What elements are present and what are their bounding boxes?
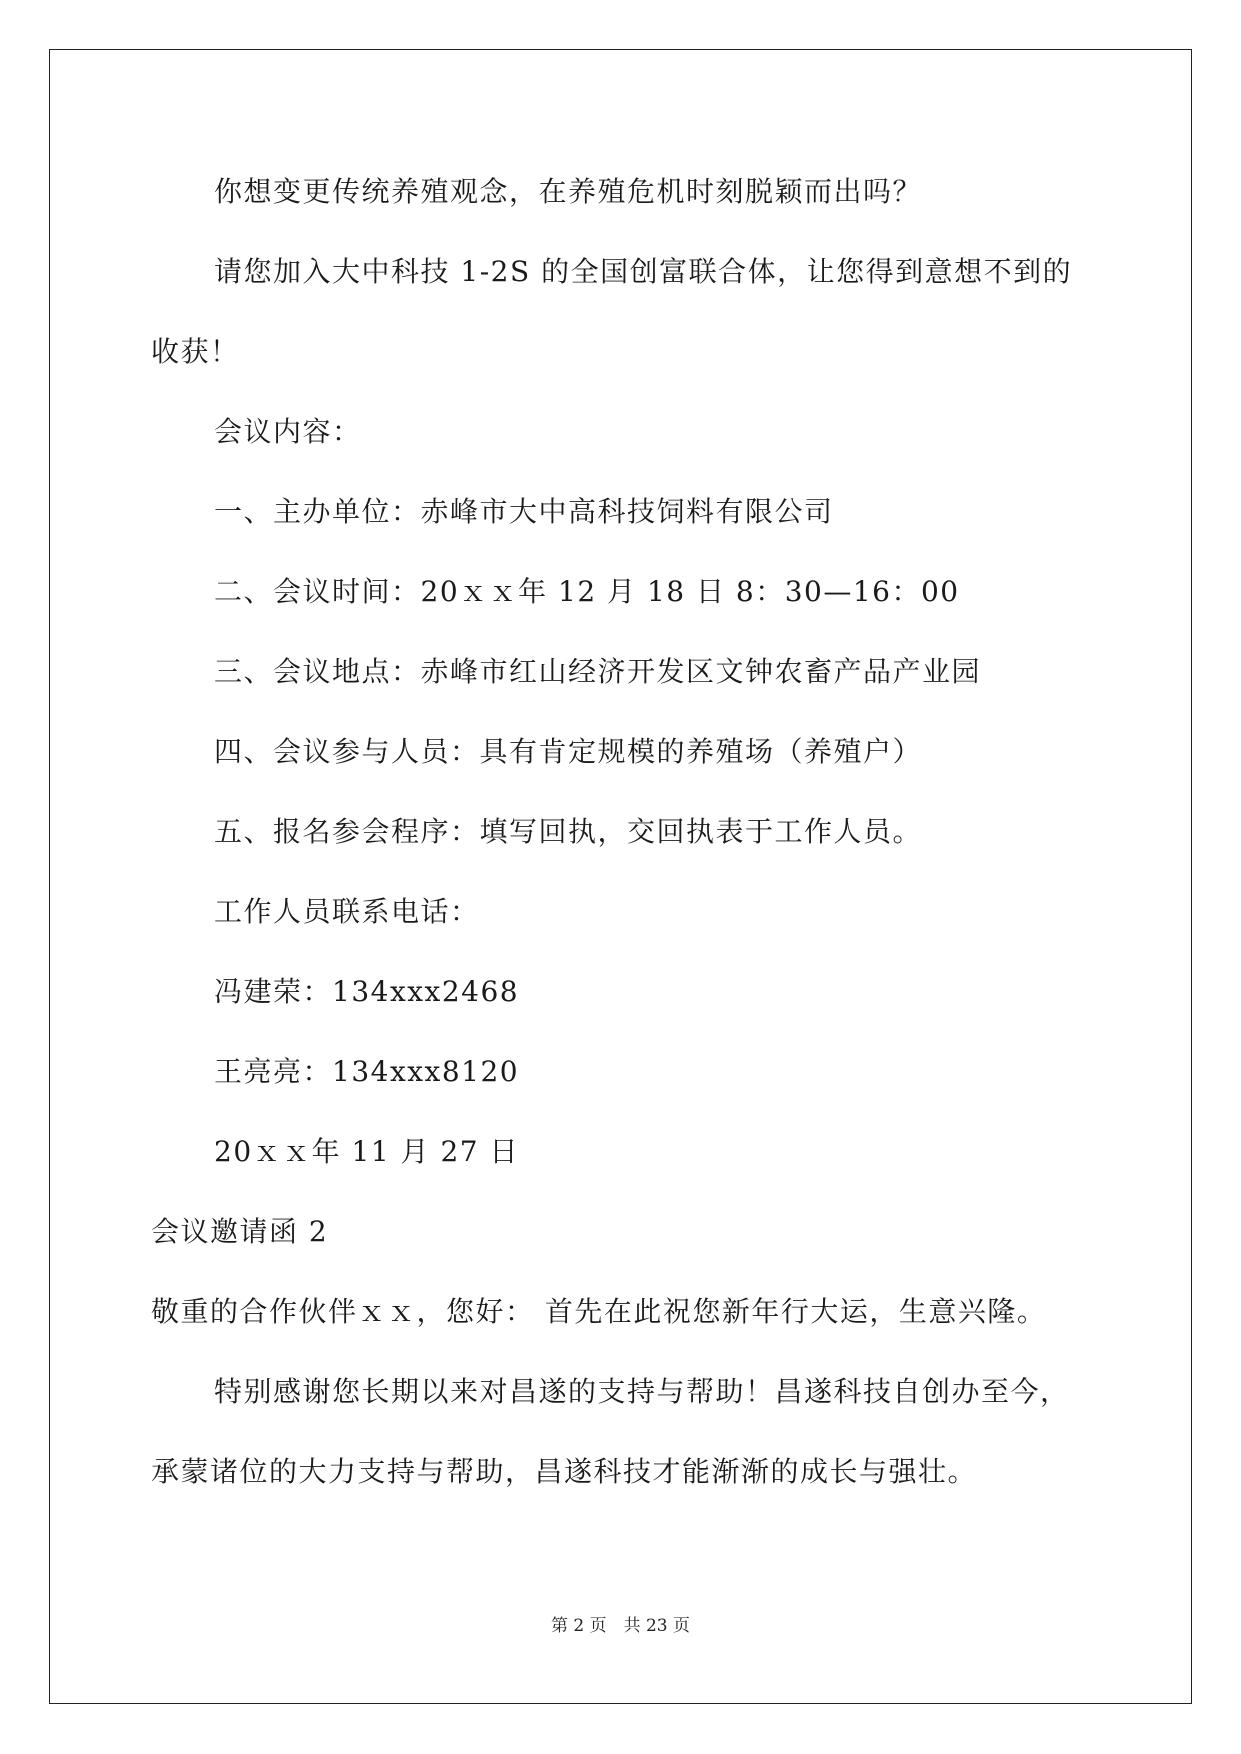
item-participants: 四、会议参与人员：具有肯定规模的养殖场（养殖户） — [214, 735, 923, 768]
page-footer: 第 2 页 共 23 页 — [550, 1616, 691, 1636]
paragraph-thanks-cont: 承蒙诸位的大力支持与帮助，昌遂科技才能渐渐的成长与强壮。 — [151, 1455, 978, 1488]
greeting: 敬重的合作伙伴ｘｘ，您好： 首先在此祝您新年行大运，生意兴隆。 — [151, 1295, 1047, 1328]
item-meeting-location: 三、会议地点：赤峰市红山经济开发区文钟农畜产品产业园 — [214, 655, 982, 688]
contact-heading: 工作人员联系电话： — [214, 895, 480, 928]
letter-date: 20ｘｘ年 11 月 27 日 — [214, 1135, 519, 1168]
paragraph-thanks: 特别感谢您长期以来对昌遂的支持与帮助！昌遂科技自创办至今， — [214, 1375, 1070, 1408]
paragraph-intro-question: 你想变更传统养殖观念，在养殖危机时刻脱颖而出吗？ — [214, 175, 923, 208]
contact-wang: 王亮亮：134xxx8120 — [214, 1055, 520, 1088]
paragraph-join-invite: 请您加入大中科技 1-2S 的全国创富联合体，让您得到意想不到的 — [214, 255, 1073, 288]
contact-feng: 冯建荣：134xxx2468 — [214, 975, 520, 1008]
item-registration: 五、报名参会程序：填写回执，交回执表于工作人员。 — [214, 815, 923, 848]
item-meeting-time: 二、会议时间：20ｘｘ年 12 月 18 日 8：30—16：00 — [214, 575, 960, 608]
item-organizer: 一、主办单位：赤峰市大中高科技饲料有限公司 — [214, 495, 834, 528]
meeting-content-heading: 会议内容： — [214, 415, 362, 448]
paragraph-join-invite-cont: 收获！ — [151, 335, 240, 368]
section-title: 会议邀请函 2 — [151, 1215, 329, 1248]
